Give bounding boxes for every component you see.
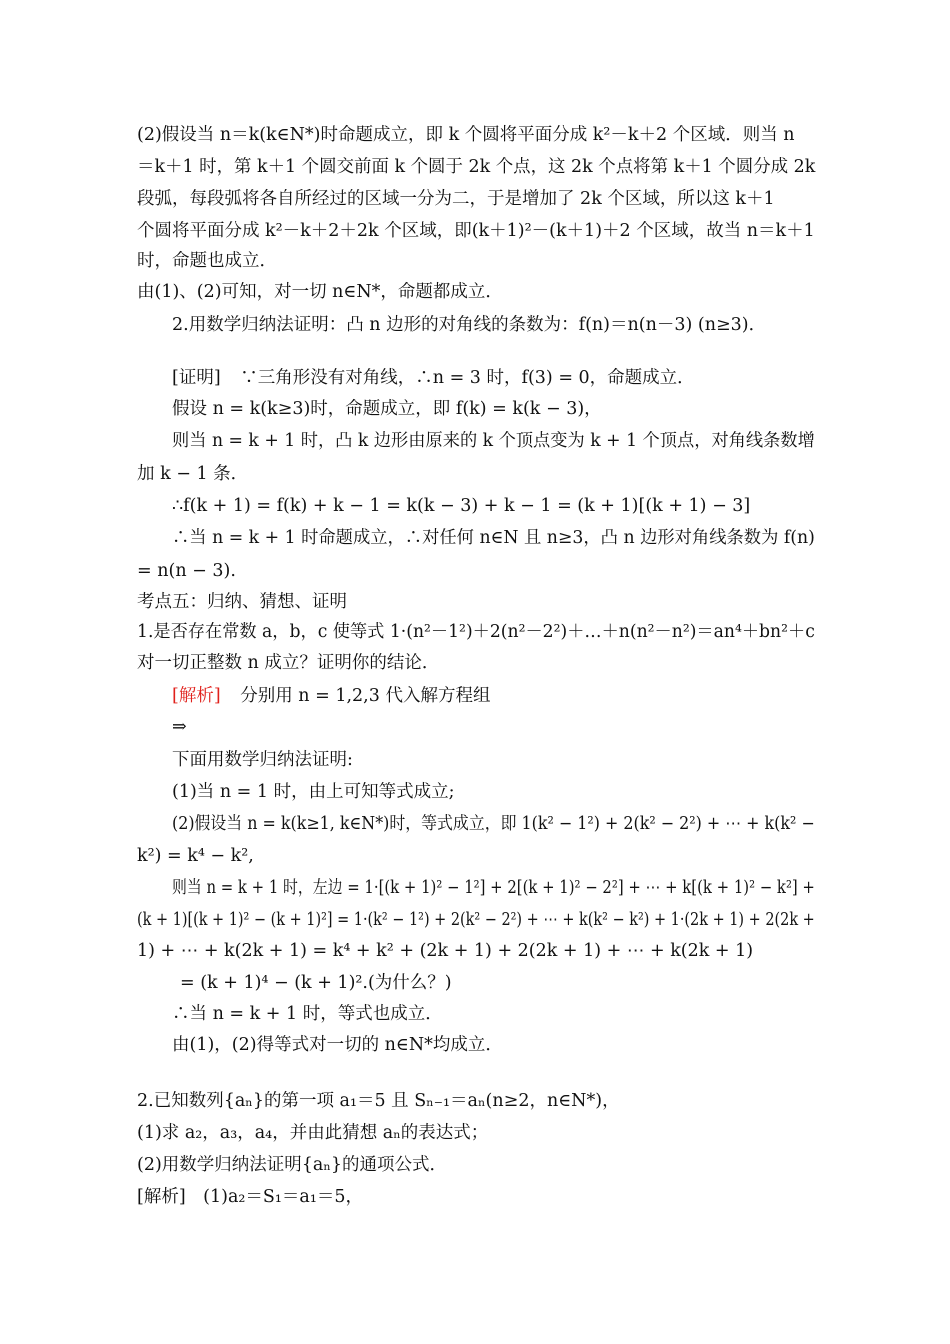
analysis-tag: [解析] [172,686,221,706]
text-line: ＝k＋1 时，第 k＋1 个圆交前面 k 个圆于 2k 个点，这 2k 个点将第 k＋1 个圆分成 2k [137,157,816,177]
text-line: 时，命题也成立． [137,251,277,271]
text-line: 则当 n = k + 1 时，凸 k 边形由原来的 k 个顶点变为 k + 1 个顶点，对角线条数增 [172,431,815,451]
section-title: 考点五：归纳、猜想、证明 [137,592,347,612]
text-line: (2)假设当 n＝k(k∈N*)时命题成立，即 k 个圆将平面分成 k²－k＋2 个区域．则当 n [137,125,795,145]
problem-statement: 2.用数学归纳法证明：凸 n 边形的对角线的条数为：f(n)＝n(n－3) (n≥3)． [172,315,767,335]
analysis-text: 分别用 n = 1,2,3 代入解方程组 [240,686,491,706]
text-line: 加 k − 1 条． [137,464,249,484]
text-line: 段弧，每段弧将各自所经过的区域一分为二，于是增加了 2k 个区域，所以这 k＋1 [137,189,775,209]
text-line: 个圆将平面分成 k²－k＋2＋2k 个区域，即(k＋1)²－(k＋1)＋2 个区域，故当 n＝k＋1 [137,221,815,241]
text-line: = (k + 1)⁴ − (k + 1)².(为什么？) [180,973,452,993]
text-line: = n(n − 3). [137,561,236,581]
text-line: (1)当 n = 1 时，由上可知等式成立; [172,782,455,802]
text-line: ∴当 n = k + 1 时命题成立，∴对任何 n∈N 且 n≥3，凸 n 边形对角线条数为 f(n) [172,528,815,548]
text-line: (2)用数学归纳法证明{aₙ}的通项公式． [137,1155,448,1175]
text-line: 由(1)、(2)可知，对一切 n∈N*，命题都成立． [137,282,503,302]
text-line: 下面用数学归纳法证明: [172,750,353,770]
proof-first-line [172,370,695,388]
proof-text: ∵三角形没有对角线，∴n = 3 时，f(3) = 0，命题成立． [240,368,695,388]
text-line: [解析] (1)a₂＝S₁＝a₁＝5， [137,1187,363,1207]
text-line: 假设 n = k(k≥3)时，命题成立，即 f(k) = k(k − 3)， [172,399,602,419]
text-line: 1.是否存在常数 a，b，c 使等式 1·(n²－1²)＋2(n²－2²)＋…＋n(n²－n²)＝an⁴＋bn²＋c [137,622,815,642]
text-line: (2)假设当 n = k(k≥1, k∈N*)时，等式成立，即 1(k² − 1²) + 2(k² − 2²) + ⋯ + k(k² − [172,814,815,834]
analysis-first-line [172,688,490,706]
text-line: (1)求 a₂，a₃，a₄，并由此猜想 aₙ的表达式； [137,1123,489,1143]
text-line: 对一切正整数 n 成立？证明你的结论． [137,653,440,673]
text-line: 则当 n = k + 1 时，左边 = 1·[(k + 1)² − 1²] + 2[(k + 1)² − 2²] + ⋯ + k[(k + 1)² − k²] + [172,878,815,898]
text-line: k²) = k⁴ − k², [137,846,254,866]
proof-tag: [证明] [172,368,221,388]
text-line: (k + 1)[(k + 1)² − (k + 1)²] = 1·(k² − 1²) + 2(k² − 2²) + ⋯ + k(k² − k²) + 1·(2k + 1) + 2(2k + [137,910,815,930]
text-line: 2.已知数列{aₙ}的第一项 a₁＝5 且 Sₙ₋₁＝aₙ(n≥2，n∈N*)， [137,1091,620,1111]
text-line: ∴当 n = k + 1 时，等式也成立． [172,1004,443,1024]
text-line: 由(1)，(2)得等式对一切的 n∈N*均成立． [172,1035,503,1055]
text-line: 1) + ⋯ + k(2k + 1) = k⁴ + k² + (2k + 1) + 2(2k + 1) + ⋯ + k(2k + 1) [137,941,754,961]
implies-line: ⇒ [172,717,187,737]
text-line: ∴f(k + 1) = f(k) + k − 1 = k(k − 3) + k − 1 = (k + 1)[(k + 1) − 3] [172,496,751,516]
